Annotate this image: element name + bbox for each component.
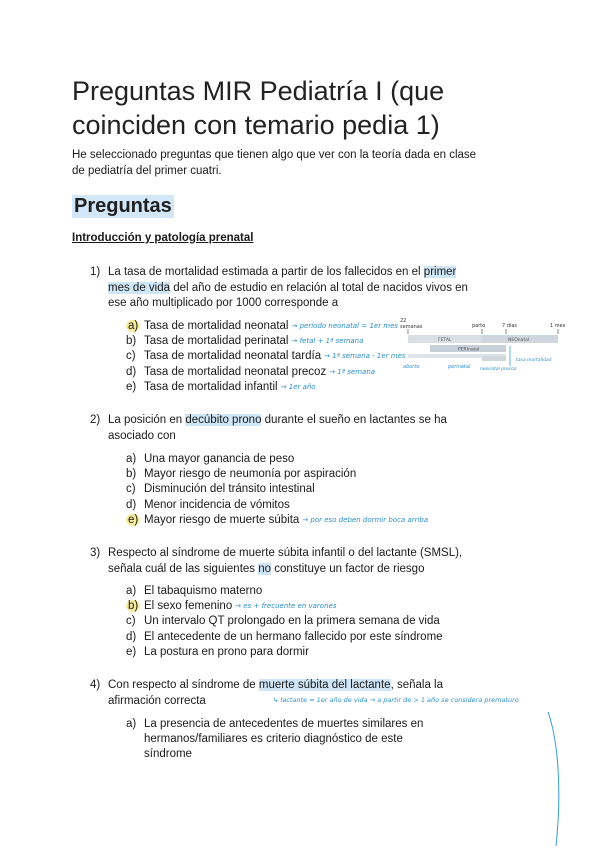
handwritten-note: → por eso deben dormir boca arriba bbox=[302, 515, 429, 524]
highlight: muerte súbita del lactante bbox=[258, 679, 391, 691]
option-item: a) Tasa de mortalidad neonatal → período neonatal = 1er mes bbox=[126, 319, 406, 334]
option-item: d) Tasa de mortalidad neonatal precoz → 1ª semana bbox=[126, 365, 406, 380]
option-item: a) Una mayor ganancia de peso bbox=[126, 453, 295, 465]
question-number: 4) bbox=[90, 679, 101, 691]
section-heading: Preguntas bbox=[74, 195, 172, 217]
option-item: d) El antecedente de un hermano fallecido por este síndrome bbox=[126, 630, 443, 643]
subheading: Introducción y patología prenatal bbox=[72, 232, 254, 244]
handwritten-note: → 1ª semana bbox=[329, 367, 376, 376]
highlight: primer mes de vida bbox=[108, 266, 457, 294]
question-number: 2) bbox=[90, 414, 101, 426]
highlight: decúbito prono bbox=[185, 414, 262, 426]
diagram-perinatal: PERInatal bbox=[458, 347, 480, 353]
question-text: La posición en decúbito prono durante el sueño en lactantes se ha asociado con bbox=[108, 414, 447, 442]
handwritten-annotation: ↳ lactante = 1er año de vida → a partir de > 1 año se considera prematuro bbox=[273, 696, 519, 704]
question-number: 1) bbox=[90, 266, 101, 278]
intro-paragraph: He seleccionado preguntas que tienen algo que ver con la teoría dada en clase de pediatría del primer cuatri. bbox=[72, 149, 477, 177]
diagram-fetal: FETAL bbox=[438, 338, 452, 343]
handwritten-note: → fetal + 1ª semana bbox=[291, 337, 364, 346]
diagram-weeks: 22 bbox=[400, 318, 407, 324]
diagram-aborto: aborto bbox=[403, 364, 420, 370]
question-text: Con respecto al síndrome de muerte súbita del lactante, señala la afirmación correcta bbox=[108, 679, 443, 707]
diagram-neonatal-precoz: neonatal precoz bbox=[480, 367, 517, 372]
diagram-perinatal-label: perinatal bbox=[448, 364, 471, 370]
option-item: b) Tasa de mortalidad perinatal → fetal + 1ª semana bbox=[126, 334, 406, 349]
diagram-1-mes: 1 mes bbox=[550, 323, 566, 329]
highlight: no bbox=[258, 562, 272, 575]
question-text: La tasa de mortalidad estimada a partir de los fallecidos en el primer mes de vida del año de estudio en relación al total de nacidos vivos en ese año multiplicado por 1000 corresponde a bbox=[108, 266, 468, 309]
handwritten-note: → 1er año bbox=[280, 382, 316, 391]
page-title: Preguntas MIR Pediatría I (que coinciden con temario pedia 1) bbox=[72, 76, 445, 140]
diagram-parto: parto bbox=[472, 323, 486, 329]
option-item: b) El sexo femenino → es + frecuente en varones bbox=[126, 599, 443, 614]
diagram-tasa-mortalidad: tasa mortalidad bbox=[516, 358, 552, 363]
option-item: e) La postura en prono para dormir bbox=[126, 645, 309, 658]
diagram-weeks-unit: semanas bbox=[400, 324, 423, 330]
option-item: c) Disminución del tránsito intestinal bbox=[126, 483, 315, 496]
option-item: a) La presencia de antecedentes de muertes similares en hermanos/familiares es criterio diagnóstico de este síndrome bbox=[126, 718, 424, 761]
question-number: 3) bbox=[90, 547, 101, 559]
handwritten-note: → es + frecuente en varones bbox=[235, 602, 337, 611]
option-item: c) Un intervalo QT prolongado en la primera semana de vida bbox=[126, 615, 440, 628]
question-text: Respecto al síndrome de muerte súbita infantil o del lactante (SMSL), señala cuál de las siguientes no constituye un factor de riesgo bbox=[108, 547, 463, 575]
option-item: d) Menor incidencia de vómitos bbox=[126, 498, 290, 511]
handwritten-note: → período neonatal = 1er mes bbox=[291, 322, 399, 330]
option-item: b) Mayor riesgo de neumonía por aspiración bbox=[126, 468, 357, 481]
option-item: e) Mayor riesgo de muerte súbita → por eso deben dormir boca arriba bbox=[126, 513, 428, 528]
option-item: e) Tasa de mortalidad infantil → 1er año bbox=[126, 380, 406, 395]
option-item: c) Tasa de mortalidad neonatal tardía → 1ª semana - 1er mes bbox=[126, 349, 406, 364]
handwritten-note: → 1ª semana - 1er mes bbox=[324, 352, 406, 361]
diagram-neonatal: NEOnatal bbox=[508, 338, 530, 343]
option-item: a) El tabaquismo materno bbox=[126, 585, 263, 597]
diagram-7-dias: 7 días bbox=[502, 323, 518, 329]
